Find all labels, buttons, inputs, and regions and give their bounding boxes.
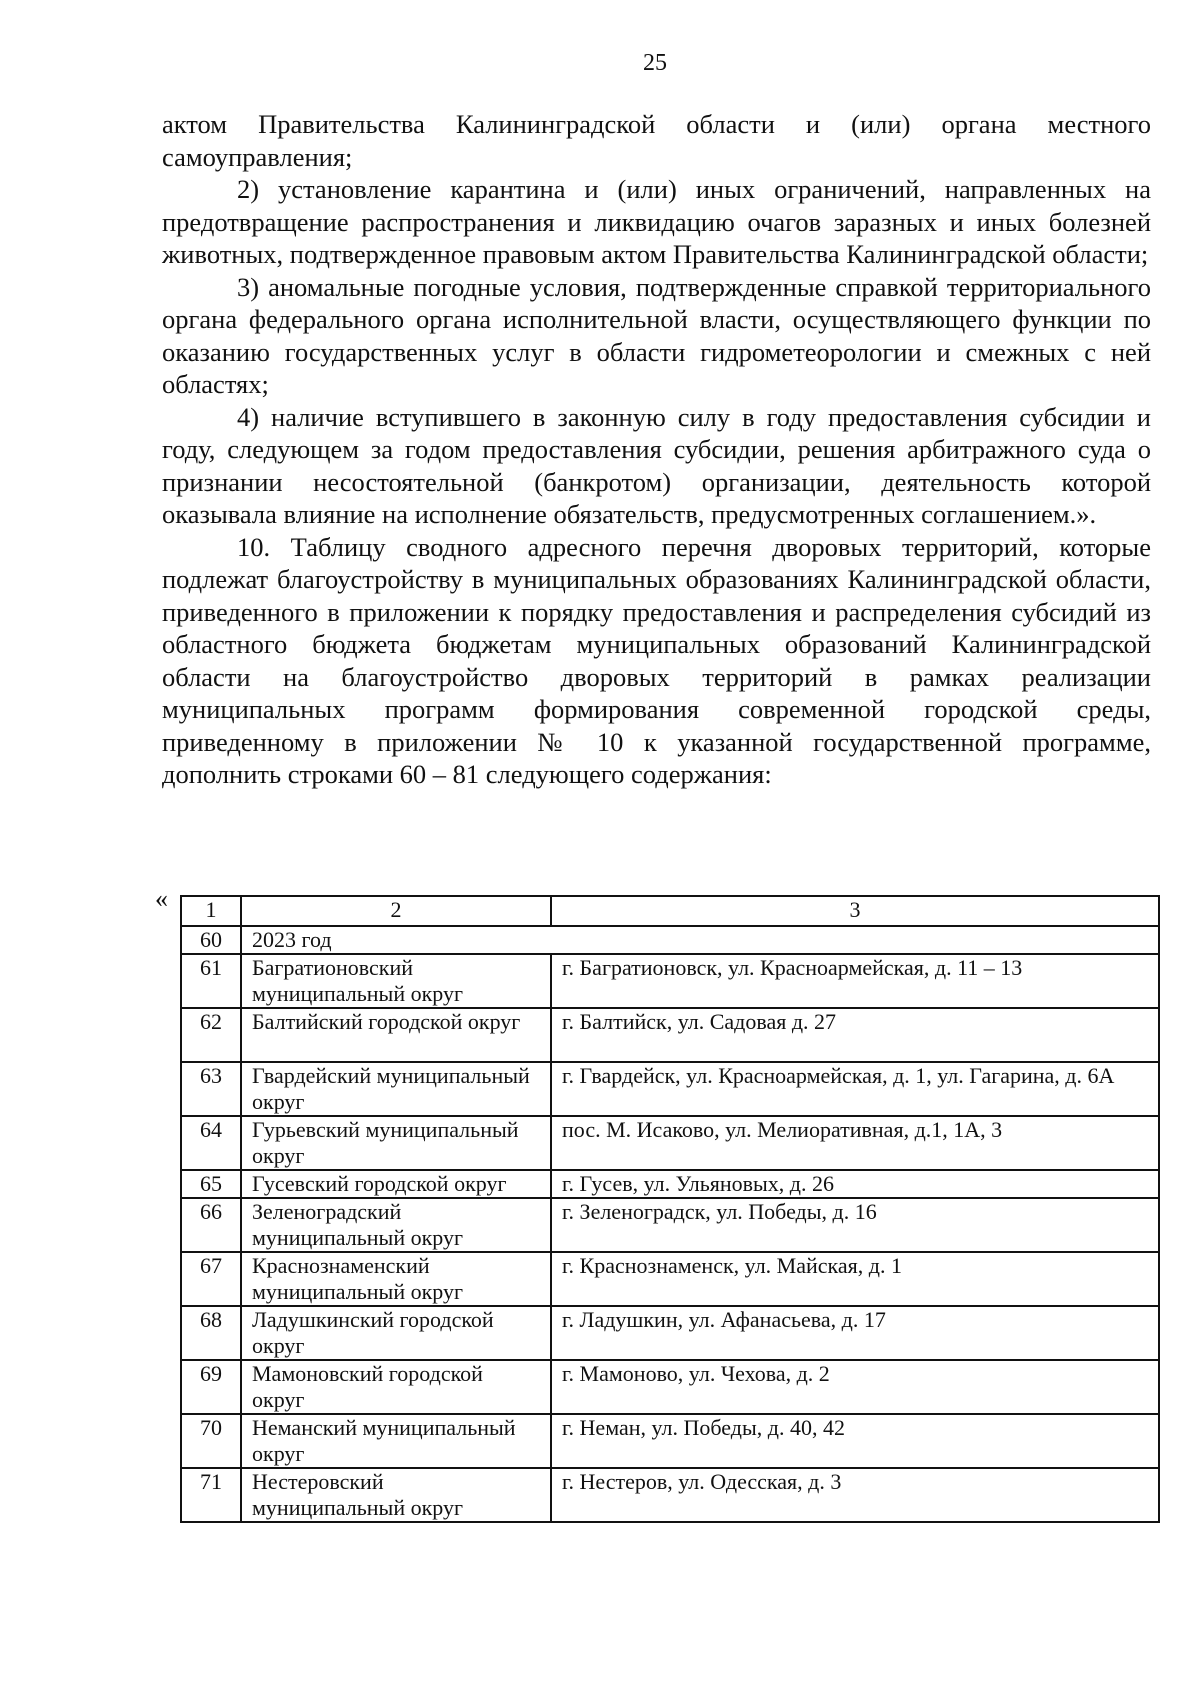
address-cell: г. Краснознаменск, ул. Майская, д. 1 — [551, 1252, 1159, 1306]
address-cell: г. Зеленоградск, ул. Победы, д. 16 — [551, 1198, 1159, 1252]
column-header: 1 — [181, 896, 241, 926]
row-number: 62 — [181, 1008, 241, 1062]
municipality-cell: Гвардейский муниципальный округ — [241, 1062, 551, 1116]
row-number: 67 — [181, 1252, 241, 1306]
row-number: 68 — [181, 1306, 241, 1360]
table-row — [181, 1468, 1159, 1522]
column-header: 3 — [551, 896, 1159, 926]
table-row — [181, 1116, 1159, 1170]
row-number: 60 — [181, 926, 241, 954]
address-cell: г. Ладушкин, ул. Афанасьева, д. 17 — [551, 1306, 1159, 1360]
paragraph-item-10: 10. Таблицу сводного адресного перечня дворовых территорий, которые подлежат благоустройству в муниципальных образованиях Калининградской области, приведенного в приложении к порядку предоставления и распределения субсидий из областного бюджета бюджетам муниципальных образований Калининградской области на благоустройство дворовых территорий в рамках реализации муниципальных программ формирования современной городской среды, приведенному в приложении № 10 к указанной государственной программе, дополнить строками 60 – 81 следующего содержания: — [162, 531, 1151, 789]
table-row — [181, 1198, 1159, 1252]
column-header: 2 — [241, 896, 551, 926]
table-row — [181, 1170, 1159, 1198]
paragraph-item-3: 3) аномальные погодные условия, подтвержденные справкой территориального органа федерального органа исполнительной власти, осуществляющего функции по оказанию государственных услуг в области гидрометеорологии и смежных с ней областях; — [162, 271, 1151, 399]
table-row — [181, 1252, 1159, 1306]
municipality-cell: Нестеровский муниципальный округ — [241, 1468, 551, 1522]
paragraph-item-4: 4) наличие вступившего в законную силу в году предоставления субсидии и году, следующем за годом предоставления субсидии, решения арбитражного суда о признании несостоятельной (банкротом) организации, деятельность которой оказывала влияние на исполнение обязательств, предусмотренных соглашением.». — [162, 401, 1151, 529]
row-number: 71 — [181, 1468, 241, 1522]
row-number: 63 — [181, 1062, 241, 1116]
municipality-cell: Гурьевский муниципальный округ — [241, 1116, 551, 1170]
table-row — [181, 1008, 1159, 1062]
table-year-row — [181, 926, 1159, 954]
document-body — [162, 108, 1151, 791]
municipality-cell: Мамоновский городской округ — [241, 1360, 551, 1414]
municipality-cell: Краснознаменский муниципальный округ — [241, 1252, 551, 1306]
municipality-cell: Багратионовский муниципальный округ — [241, 954, 551, 1008]
municipality-cell: Неманский муниципальный округ — [241, 1414, 551, 1468]
address-cell: г. Нестеров, ул. Одесская, д. 3 — [551, 1468, 1159, 1522]
table-header-row — [181, 896, 1159, 926]
municipality-cell: Ладушкинский городской округ — [241, 1306, 551, 1360]
municipality-cell: Балтийский городской округ — [241, 1008, 551, 1062]
table-row — [181, 1306, 1159, 1360]
address-cell: г. Багратионовск, ул. Красноармейская, д. 11 – 13 — [551, 954, 1159, 1008]
municipality-cell: Гусевский городской округ — [241, 1170, 551, 1198]
table-row — [181, 1360, 1159, 1414]
row-number: 65 — [181, 1170, 241, 1198]
address-cell: г. Балтийск, ул. Садовая д. 27 — [551, 1008, 1159, 1062]
address-cell: г. Мамоново, ул. Чехова, д. 2 — [551, 1360, 1159, 1414]
address-cell: г. Гвардейск, ул. Красноармейская, д. 1, ул. Гагарина, д. 6А — [551, 1062, 1159, 1116]
paragraph-item-2: 2) установление карантина и (или) иных ограничений, направленных на предотвращение распространения и ликвидацию очагов заразных и иных болезней животных, подтвержденное правовым актом Правительства Калининградской области; — [162, 174, 1151, 269]
opening-quote: « — [155, 884, 168, 913]
row-number: 61 — [181, 954, 241, 1008]
page-number: 25 — [643, 50, 667, 76]
table-row — [181, 1414, 1159, 1468]
municipality-cell: Зеленоградский муниципальный округ — [241, 1198, 551, 1252]
address-cell: г. Неман, ул. Победы, д. 40, 42 — [551, 1414, 1159, 1468]
row-number: 70 — [181, 1414, 241, 1468]
row-number: 69 — [181, 1360, 241, 1414]
table-row — [181, 954, 1159, 1008]
address-table — [180, 895, 1160, 1523]
year-label: 2023 год — [241, 926, 1159, 954]
row-number: 66 — [181, 1198, 241, 1252]
address-cell: г. Гусев, ул. Ульяновых, д. 26 — [551, 1170, 1159, 1198]
table-row — [181, 1062, 1159, 1116]
address-cell: пос. М. Исаково, ул. Мелиоративная, д.1, 1А, 3 — [551, 1116, 1159, 1170]
row-number: 64 — [181, 1116, 241, 1170]
paragraph-continuation: актом Правительства Калининградской области и (или) органа местного самоуправления; — [162, 109, 1151, 172]
